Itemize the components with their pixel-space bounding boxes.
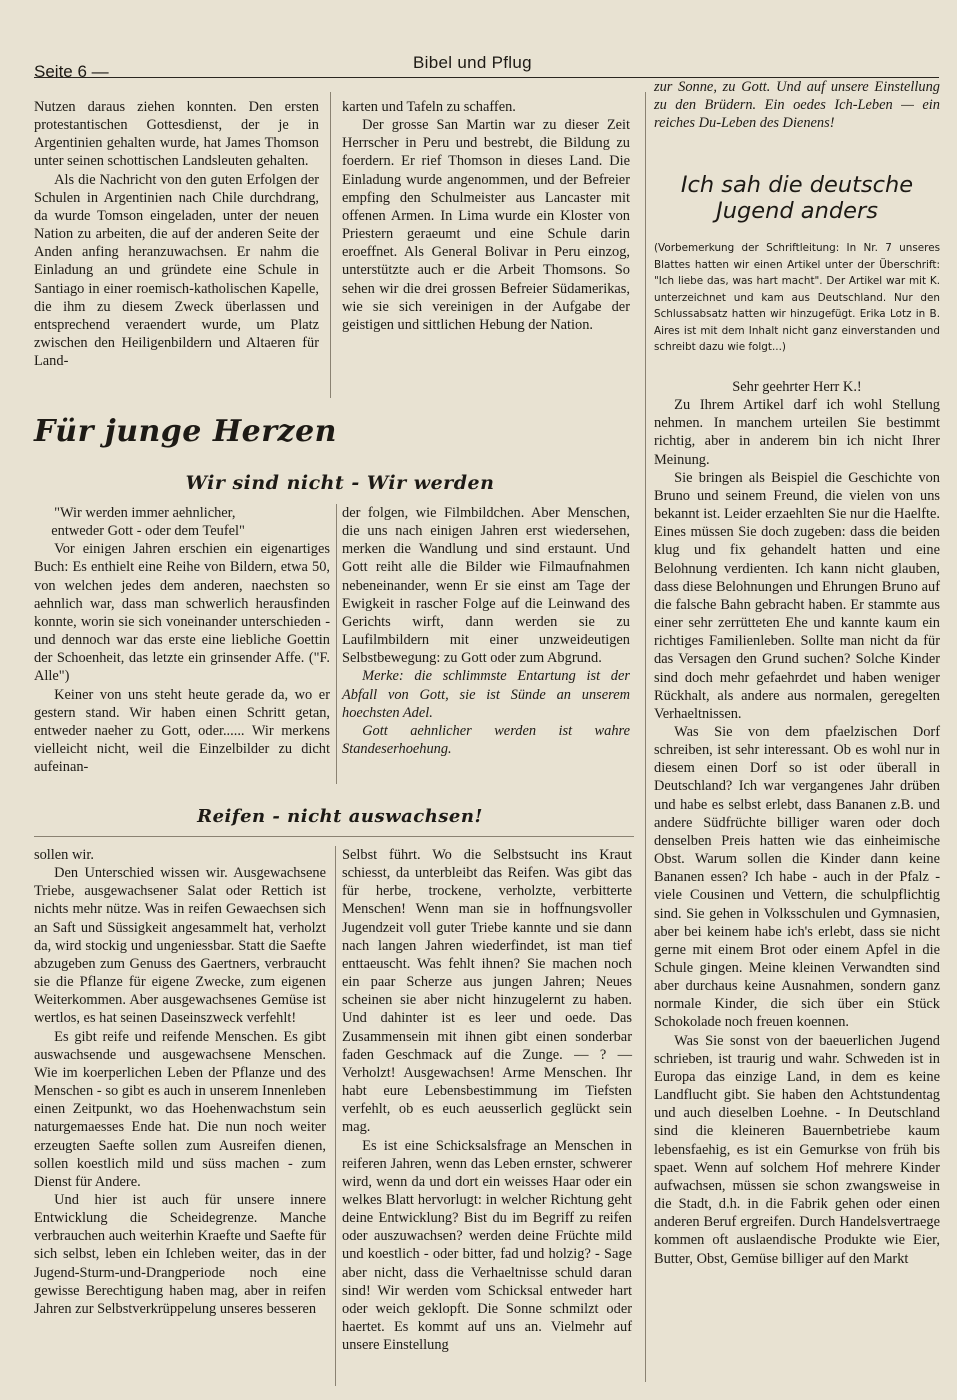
article1-paragraph: der folgen, wie Filmbildchen. Aber Menschen, die uns nach einigen Jahren erst wiedersehen, merken die Wandlung und sind erstaunt. Und Gott reiht alle die Bilder wie Filmaufnahmen nebeneinander, wenn Er sie einst am Tage der Ewigkeit in rascher Folge auf die Leinwand des Gerichts wirft, dann werden sie zu Laufilmbildern mit einer unzweideutigen Selbstbewegung: zu Gott oder zum Abgrund. — [342, 505, 630, 667]
editor-note-text: (Vorbemerkung der Schriftleitung: In Nr. 7 unseres Blattes hatten wir einen Artikel unter der Überschrift: "Ich liebe das, was hart macht". Der Artikel war mit K. unterzeichnet und kam aus Deutschland. Nur den Schlussabsatz hatten wir hinzugefügt. Erika Lotz in B. Aires ist mit dem Inhalt nicht ganz einverstanden und schreibt dazu wie folgt...) — [654, 242, 940, 353]
article2-paragraph: Den Unterschied wissen wir. Ausgewachsene Triebe, ausgewachsener Salat oder Rettich ist nichts mehr nütze. Was in reifen Gewaechsen sich an Saft und Süssigkeit angesammelt hat, verholzt da, wird stockig und ungeniessbar. Statt die Saefte abzugeben zum Genuss des Gaertners, verbraucht sie die Pflanze für eigene Zwecke, zum eigenen Weiterkommen. Aber ausgewachsenes Gemüse ist wertlos, es hat seinen Daseinszweck verfehlt! — [34, 865, 326, 1027]
letter-paragraph: Zu Ihrem Artikel darf ich wohl Stellung nehmen. In manchem urteilen Sie bestimmt richtig, aber in anderem bin ich nicht Ihrer Meinung. — [654, 397, 940, 468]
article2-paragraph: Es ist eine Schicksalsfrage an Menschen in reiferen Jahren, wenn das Leben ernster, schwerer wird, wenn da und dort ein weisses Haar oder ein welkes Blatt hervorlugt: in welcher Richtung geht deine Entwicklung? Bist du im Begriff zu reifen oder auszuwachsen? werden deine Früchte mild und koestlich - oder bitter, fad und holzig? - Sage aber nicht, dass die Verhaeltnisse schuld daran sind! Wir werden vom Schicksal entweder hart oder weich geklopft. Die Sonne schmilzt oder haertet. Es kommt auf uns an. Vielmehr auf unsere Einstellung — [342, 1137, 632, 1354]
column-separator — [330, 92, 331, 398]
section-title: Für junge Herzen — [34, 414, 337, 449]
col2-top — [342, 98, 630, 334]
article1-paragraph: Gott aehnlicher werden ist wahre Standeserhoehung. — [342, 722, 630, 758]
article1-paragraph: Vor einigen Jahren erschien ein eigenartiges Buch: Es enthielt eine Reihe von Bildern, etwa 50, von welchen jedes dem anderen, naechsten so aehnlich war, dass man schwerlich herausfinden konnte, worin sie sich voneinander unterschieden - und dennoch war das erste eine liebliche Goettin der Schoenheit, das letzte ein grinsender Affe. ("F. Alle") — [34, 541, 330, 685]
letter-salutation: Sehr geehrter Herr K.! — [732, 379, 862, 395]
article2-paragraph: Und hier ist auch für unsere innere Entwicklung die Scheidegrenze. Manche verbrauchen auch weiterhin Kraefte und Saefte für sich selbst, leben ein Ichleben weiter, das in der Jugend-Sturm-und-Drangperiode noch eine gewisse Berechtigung haben mag, aber in reifen Jahren zur Selbstverkrüppelung unseres besseren — [34, 1191, 326, 1317]
article2-paragraph: Selbst führt. Wo die Selbstsucht ins Kraut schiesst, da unterbleibt das Reifen. Was gibt das für herbe, trockene, verholzte, verbitterte Menschen! Wenn man sie in hoffnungsvoller Jugendzeit voll guter Triebe kannte und sie dann nach langen Jahren wiederfindet, ist man tief enttaeuscht. Was fehlt ihnen? Sie machen noch ein paar Scherze aus jungen Jahren; Neues scheinen sie aber nicht hinzugelernt zu haben. Und dahinter ist es leer und oede. Das Zusammensein mit ihnen gibt einen sonderbar faden Geschmack auf die Zunge. — ? — Verholzt! Ausgewachsen! Arme Menschen. Ihr habt eure Lebensbestimmung im Tiefsten verfehlt, ob es euch aeusserlich geglückt sein mag. — [342, 847, 632, 1136]
article2-paragraph: sollen wir. — [34, 847, 94, 863]
col1-top-paragraph: Nutzen daraus ziehen konnten. Den ersten protestantischen Gottesdienst, der je in Argentinien gehalten wurde, hat James Thomson unter seinen schottischen Landsleuten gehalten. — [34, 99, 319, 170]
page-header-title: Bibel und Pflug — [413, 53, 532, 72]
article2-col1 — [34, 846, 326, 1318]
letter-paragraph: Was Sie von dem pfaelzischen Dorf schreiben, ist sehr interessant. Ob es wohl nur in diesem einen Dorf so ist oder überall in Deutschland? Ich war vergangenes Jahr drüben und habe es selbst erlebt, dass Bananen z.B. und andere Südfrüchte billiger waren oder doch denselben Preis hatten wie das einheimische Obst. Warum sollen die Kinder dann keine Bananen essen? Ich habe - auch in der Pfalz - viele Cousinen und Vettern, die schulpflichtig sind. Sie gehen in Volksschulen und Gymnasien, aber bei keinem habe ich's erlebt, dass sie nicht gerne mit einem Brot oder einem Apfel in die Schule gingen. Meine kleinen Verwandten sind aber durchaus keine Ausnahmen, sondern ganz normale Kinder, die sich über ein Stück Schokolade noch freuen koennen. — [654, 723, 940, 1031]
col3-title-line: Jugend anders — [716, 198, 878, 224]
article1-col2 — [342, 504, 630, 758]
col2-top-paragraph: Der grosse San Martin war zu dieser Zeit Herrscher in Peru und bestrebt, die Bildung zu foerdern. Er rief Thomson in dieses Land. Die Einladung wurde angenommen, und der Befreier empfing den Schulmeister aus Lancaster mit offenen Armen. In Lima wurde ein Kloster von Priestern geraeumt und eine Schule darin eroeffnet. Als General Bolivar in Peru einzog, unterstützte auch er die Arbeit Thomsons. So sehen wir die drei grossen Befreier Südamerikas, wie sie sich vereinigen in der Aufgabe der geistigen und sittlichen Hebung der Nation. — [342, 117, 630, 333]
section-rule — [34, 836, 634, 837]
page-number: Seite 6 — — [34, 62, 109, 81]
col3-article-title — [654, 172, 940, 224]
article1-col1 — [34, 504, 330, 776]
letter-paragraph: Sie bringen als Beispiel die Geschichte von Bruno und seinem Freund, die vielen von uns bekannt ist. Leider erzaehlten Sie nur die Haelfte. Eines müssen Sie doch zugeben: dass die beiden klug und fix gehandelt hatten und eine Belohnung verdienten. Ich kann nicht glauben, dass diese Belohnungen und Ehrungen Bruno auf die falsche Bahn gebracht haben. Er stammte aus einer sehr zerrütteten Ehe und kannte kaum ein richtiges Familienleben. Sollte man nicht da für das Versagen den Grund suchen? Solche Kinder sind doch mehr gefaehrdet und haben weniger Rückhalt, als andere aus normalen, geregelten Verhaeltnissen. — [654, 469, 940, 722]
article-title-reifen: Reifen - nicht auswachsen! — [197, 806, 483, 827]
col3-continuation — [654, 78, 940, 132]
motto-line: "Wir werden immer aehnlicher, — [54, 505, 236, 521]
col1-top — [34, 98, 319, 370]
col1-top-paragraph: Als die Nachricht von den guten Erfolgen der Schulen in Argentinien nach Chile durchdrang, da wurde Tomson eingeladen, unter der neuen Nation zu arbeiten, die auf der anderen Seite der Anden anfing heranzuwachsen. Er nahm die Einladung an und gründete eine Schule in Santiago in einer roemisch-katholischen Kapelle, die ihm zu diesem Zweck überlassen und entsprechend veraendert wurde, um Platz zwischen den Heiligenbildern und Altaeren für Land- — [34, 171, 319, 370]
col2-top-paragraph: karten und Tafeln zu schaffen. — [342, 99, 516, 115]
motto-line: entweder Gott - oder dem Teufel" — [51, 523, 245, 540]
column-separator — [335, 846, 336, 1386]
col3-title-line: Ich sah die deutsche — [680, 172, 914, 198]
letter-body — [654, 378, 940, 1268]
continuation-paragraph: zur Sonne, zu Gott. Und auf unsere Einstellung zu den Brüdern. Ein oedes Ich-Leben — ein reiches Du-Leben des Dienens! — [654, 79, 940, 132]
article2-paragraph: Es gibt reife und reifende Menschen. Es gibt auswachsende und ausgewachsene Menschen. Wie im koerperlichen Leben der Pflanze und des Menschen - so gibt es auch in unserem Innenleben einen Zeitpunkt, wo das Hoehenwachstum sein naturgemaesses Ende hat. Die nun noch weiter erzeugten Saefte sollen zum Ausreifen dienen, sollen koestlich mild und süss machen - zum Dienst für Andere. — [34, 1028, 326, 1190]
editor-note — [654, 240, 940, 356]
article1-paragraph: Merke: die schlimmste Entartung ist der Abfall von Gott, sie ist Sünde an unserem hoechsten Adel. — [342, 668, 630, 721]
article-title-wir-werden: Wir sind nicht - Wir werden — [185, 472, 495, 494]
article2-col2 — [342, 846, 632, 1354]
article1-paragraph: Keiner von uns steht heute gerade da, wo er gestern stand. Wir haben einen Schritt getan, entweder naeher zu Gott, oder...... Wir merkens vielleicht nicht, weil die Einzelbilder zu dicht aufeinan- — [34, 686, 330, 776]
column-separator — [645, 92, 646, 1382]
column-separator — [336, 504, 337, 784]
letter-paragraph: Was Sie sonst von der baeuerlichen Jugend schrieben, ist traurig und wahr. Schweden ist in Europa das einzige Land, in dem es keine Landflucht gibt. Sie haben den Achtstundentag und auch dieselben Loehne. - In Deutschland sind die kleineren Bauernbetriebe kaum lebensfaehig, es ist ein Gemurkse von früh bis spaet. Wenn auf solchem Hof mehrere Kinder aufwachsen, müssen sie schon zwangsweise in die Stadt, d.h. in die Fabrik gehen oder einen anderen Beruf ergreifen. Durch Handelsvertraege kommen oft auslaendische Produkte wie Eier, Butter, Obst, Gemüse billiger auf den Markt — [654, 1032, 940, 1267]
